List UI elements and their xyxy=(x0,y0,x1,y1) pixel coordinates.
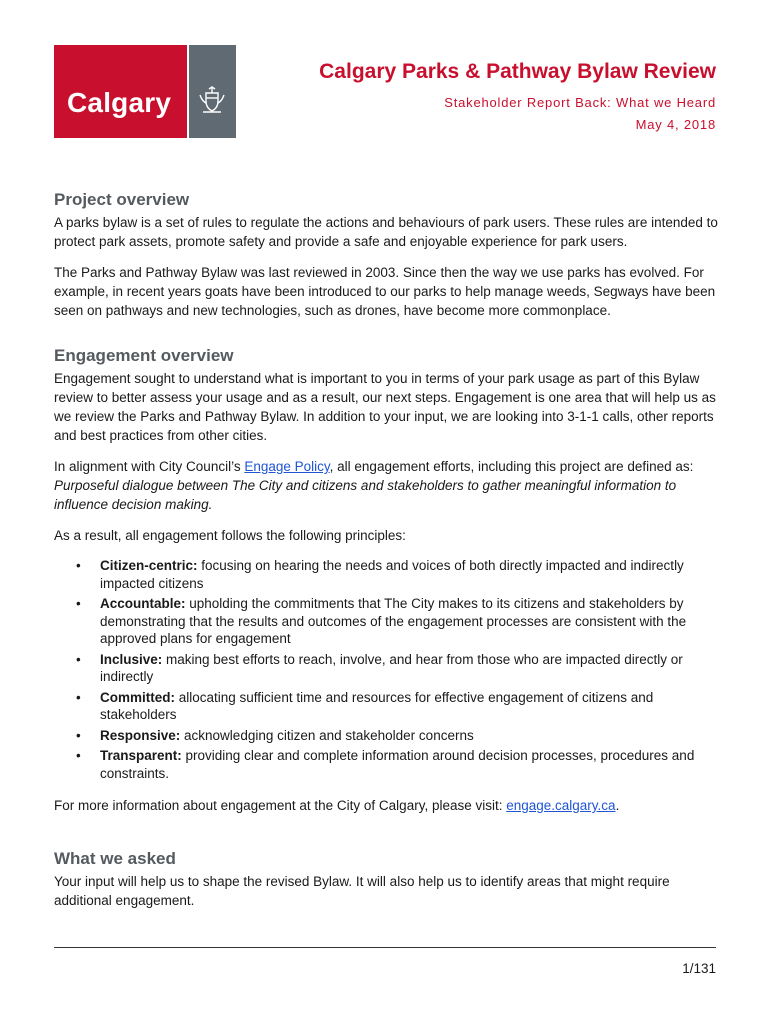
section-heading: What we asked xyxy=(54,849,176,868)
list-item xyxy=(76,651,718,686)
principle-term: Citizen-centric: xyxy=(100,558,198,573)
engage-policy-paragraph xyxy=(54,457,718,514)
logo-crest-block xyxy=(189,45,236,138)
principle-term: Accountable: xyxy=(100,596,186,611)
list-item xyxy=(76,557,718,592)
paragraph: Your input will help us to shape the revised Bylaw. It will also help us to identify areas that might require additional engagement. xyxy=(54,874,670,908)
report-date: May 4, 2018 xyxy=(635,117,716,132)
what-we-asked-section xyxy=(54,847,718,910)
paragraph: As a result, all engagement follows the following principles: xyxy=(54,528,406,543)
principle-term: Committed: xyxy=(100,689,175,705)
text-span: . xyxy=(615,798,620,813)
footer-divider xyxy=(54,947,716,948)
text-span: In alignment with City Council’s xyxy=(54,459,245,474)
bullet-icon: • xyxy=(76,596,81,611)
section-heading: Engagement overview xyxy=(54,346,234,365)
more-info-paragraph xyxy=(54,796,718,815)
engage-policy-link[interactable]: Engage Policy xyxy=(244,459,330,474)
calgary-logo xyxy=(54,45,236,138)
principle-term: Transparent: xyxy=(100,748,182,763)
engage-calgary-link[interactable]: engage.calgary.ca xyxy=(506,798,616,813)
engagement-overview-section xyxy=(54,344,718,815)
logo-red-block xyxy=(54,45,187,138)
paragraph: The Parks and Pathway Bylaw was last reviewed in 2003. Since then the way we use parks has evolved. For example, in recent years goats have been introduced to our parks to help manage weeds, Segways have been seen on pathways and new technologies, such as drones, have become more commonplace. xyxy=(54,265,716,318)
principle-term: Inclusive: xyxy=(100,651,163,667)
bullet-icon: • xyxy=(76,651,81,667)
principle-text: providing clear and complete information around decision processes, procedures and constraints. xyxy=(100,748,695,781)
bullet-icon: • xyxy=(76,558,81,573)
section-heading: Project overview xyxy=(54,190,190,209)
principle-text: acknowledging citizen and stakeholder concerns xyxy=(180,727,474,743)
bullet-icon: • xyxy=(76,748,81,763)
project-overview-section xyxy=(54,188,718,320)
principle-text: allocating sufficient time and resources for effective engagement of citizens and stakeholders xyxy=(100,689,654,722)
document-body xyxy=(54,188,718,922)
paragraph: A parks bylaw is a set of rules to regulate the actions and behaviours of park users. These rules are intended to protect park assets, promote safety and provide a safe and enjoyable experience for park users. xyxy=(54,215,718,249)
logo-wordmark: Calgary xyxy=(67,87,172,118)
principle-text: making best efforts to reach, involve, and hear from those who are impacted directly or indirectly xyxy=(100,651,683,684)
list-item xyxy=(76,747,718,782)
text-span: , all engagement efforts, including this project are defined as: xyxy=(329,459,694,474)
principle-text: upholding the commitments that The City makes to its citizens and stakeholders by demonstrating that the results and outcomes of the engagement processes are consistent with the approved plans for engagement xyxy=(100,596,687,646)
page-title: Calgary Parks & Pathway Bylaw Review xyxy=(319,60,716,83)
city-crest-icon xyxy=(197,85,227,115)
page-number: 1/131 xyxy=(682,961,716,976)
principle-term: Responsive: xyxy=(100,727,181,743)
list-item xyxy=(76,689,718,724)
page-subtitle: Stakeholder Report Back: What we Heard xyxy=(444,95,716,110)
list-item xyxy=(76,595,718,648)
principle-text: focusing on hearing the needs and voices of both directly impacted and indirectly impacted citizens xyxy=(100,558,684,591)
bullet-icon: • xyxy=(76,689,81,705)
definition-text: Purposeful dialogue between The City and citizens and stakeholders to gather meaningful information to influence decision making. xyxy=(54,478,677,512)
bullet-icon: • xyxy=(76,727,81,743)
list-item xyxy=(76,727,718,745)
paragraph: Engagement sought to understand what is important to you in terms of your park usage as part of this Bylaw review to better assess your usage and as a result, our next steps. Engagement is one area that will help us as we review the Parks and Pathway Bylaw. In addition to your input, we are looking into 3-1-1 calls, other reports and best practices from other cities. xyxy=(54,371,716,443)
text-span: For more information about engagement at the City of Calgary, please visit: xyxy=(54,798,507,813)
principles-list xyxy=(54,557,718,782)
